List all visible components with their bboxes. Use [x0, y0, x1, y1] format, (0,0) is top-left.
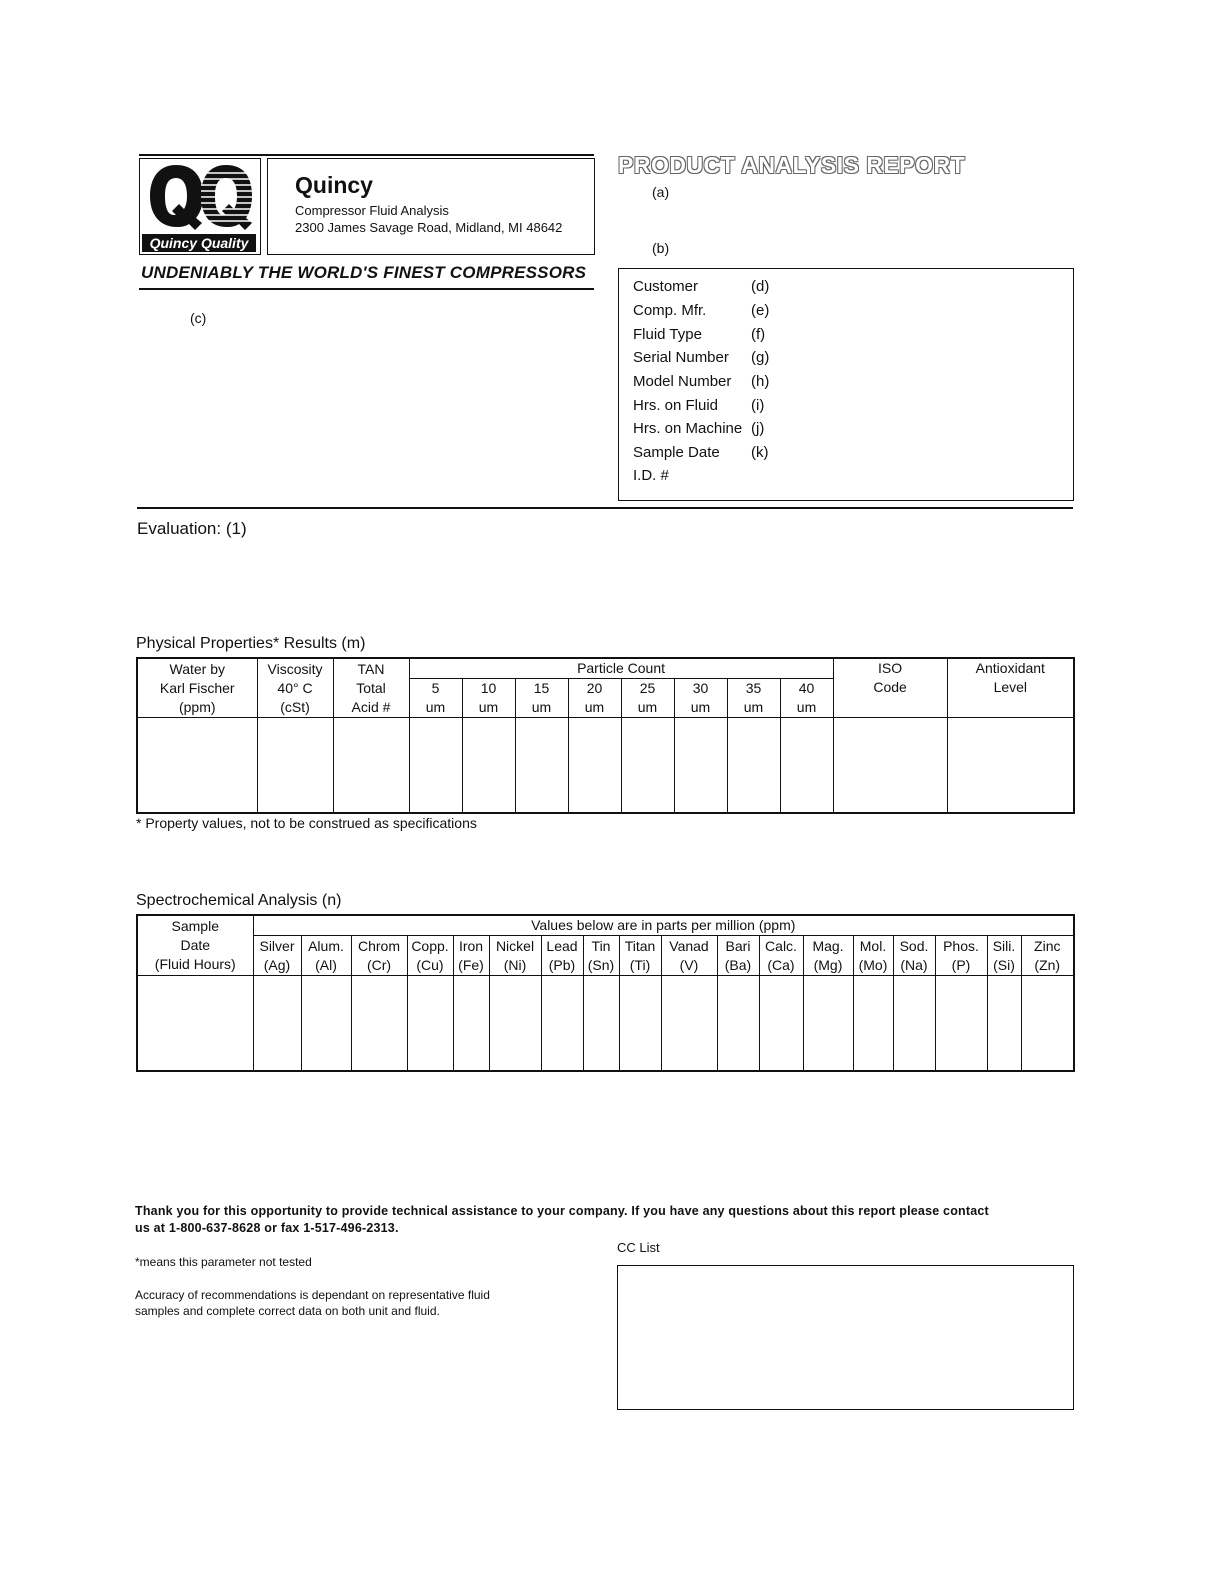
thanks-line-2: us at 1-800-637-8628 or fax 1-517-496-2313.	[135, 1221, 399, 1235]
accuracy-note-line-1: Accuracy of recommendations is dependant on representative fluid	[135, 1288, 490, 1302]
cc-list-box	[617, 1265, 1074, 1410]
report-title: PRODUCT ANALYSIS REPORT	[618, 152, 966, 178]
viscosity-value-cell	[257, 718, 333, 813]
physical-results-row	[137, 718, 1074, 813]
evaluation-label: Evaluation: (1)	[137, 519, 247, 538]
antioxidant-value-cell	[947, 718, 1074, 813]
logo-letters: QQ	[146, 163, 148, 164]
element-nickel-header: Nickel (Ni)	[489, 936, 541, 976]
zn-value-cell	[1021, 976, 1074, 1071]
v-value-cell	[661, 976, 717, 1071]
element-vanadium-header: Vanad (V)	[661, 936, 717, 976]
viscosity-header: Viscosity 40° C (cSt)	[257, 658, 333, 718]
qq-logo-icon	[146, 163, 254, 231]
field-a-label: (a)	[652, 184, 670, 200]
element-tin-header: Tin (Sn)	[583, 936, 619, 976]
field-c-label: (c)	[190, 310, 207, 326]
element-magnesium-header: Mag. (Mg)	[803, 936, 853, 976]
physical-properties-title: Physical Properties* Results (m)	[136, 635, 366, 652]
element-silicon-header: Sili. (Si)	[987, 936, 1021, 976]
particle-size-35: 35 um	[727, 679, 780, 718]
property-footnote: * Property values, not to be construed as specifications	[136, 815, 477, 831]
particle-35-value-cell	[727, 718, 780, 813]
element-phosphorus-header: Phos. (P)	[935, 936, 987, 976]
tagline-rule	[139, 288, 594, 290]
iso-code-value-cell	[833, 718, 947, 813]
water-header: Water by Karl Fischer (ppm)	[137, 658, 257, 718]
info-row-hrs-on-machine: Hrs. on Machine (j)	[633, 420, 765, 437]
spectrochemical-table	[136, 914, 1075, 1072]
pb-value-cell	[541, 976, 583, 1071]
info-row-serial-number: Serial Number (g)	[633, 349, 770, 366]
particle-25-value-cell	[621, 718, 674, 813]
physical-properties-table	[136, 657, 1075, 814]
si-value-cell	[987, 976, 1021, 1071]
element-iron-header: Iron (Fe)	[453, 936, 489, 976]
thanks-line-1: Thank you for this opportunity to provide technical assistance to your company. If you have any questions about this report please contact	[135, 1204, 989, 1218]
not-tested-note: *means this parameter not tested	[135, 1255, 312, 1269]
particle-size-20: 20 um	[568, 679, 621, 718]
element-barium-header: Bari (Ba)	[717, 936, 759, 976]
cc-list-label: CC List	[617, 1240, 660, 1255]
info-row-model-number: Model Number (h)	[633, 373, 770, 390]
particle-size-10: 10 um	[462, 679, 515, 718]
particle-size-40: 40 um	[780, 679, 833, 718]
element-lead-header: Lead (Pb)	[541, 936, 583, 976]
particle-40-value-cell	[780, 718, 833, 813]
element-aluminum-header: Alum. (Al)	[301, 936, 351, 976]
quincy-logo	[139, 158, 261, 255]
accuracy-note-line-2: samples and complete correct data on both unit and fluid.	[135, 1304, 440, 1318]
company-name: Quincy	[295, 172, 373, 198]
element-molybdenum-header: Mol. (Mo)	[853, 936, 893, 976]
mo-value-cell	[853, 976, 893, 1071]
particle-15-value-cell	[515, 718, 568, 813]
info-row-id: I.D. #	[633, 467, 669, 484]
logo-tagline: Quincy Quality	[142, 234, 256, 252]
cu-value-cell	[407, 976, 453, 1071]
company-box	[267, 158, 595, 255]
particle-count-header: Particle Count	[409, 658, 833, 679]
iso-code-header: ISO Code	[833, 658, 947, 718]
ag-value-cell	[253, 976, 301, 1071]
element-zinc-header: Zinc (Zn)	[1021, 936, 1074, 976]
sn-value-cell	[583, 976, 619, 1071]
spectrochemical-title: Spectrochemical Analysis (n)	[136, 892, 342, 909]
info-row-sample-date: Sample Date (k)	[633, 444, 769, 461]
tan-value-cell	[333, 718, 409, 813]
fe-value-cell	[453, 976, 489, 1071]
al-value-cell	[301, 976, 351, 1071]
particle-10-value-cell	[462, 718, 515, 813]
particle-size-25: 25 um	[621, 679, 674, 718]
company-address: 2300 James Savage Road, Midland, MI 48642	[295, 220, 563, 235]
particle-20-value-cell	[568, 718, 621, 813]
sample-info-box	[618, 268, 1074, 501]
element-sodium-header: Sod. (Na)	[893, 936, 935, 976]
element-titanium-header: Titan (Ti)	[619, 936, 661, 976]
ba-value-cell	[717, 976, 759, 1071]
info-row-comp-mfr: Comp. Mfr. (e)	[633, 302, 770, 319]
sample-date-value-cell	[137, 976, 253, 1071]
info-row-customer: Customer (d)	[633, 278, 770, 295]
tan-header: TAN Total Acid #	[333, 658, 409, 718]
element-copper-header: Copp. (Cu)	[407, 936, 453, 976]
na-value-cell	[893, 976, 935, 1071]
particle-size-5: 5 um	[409, 679, 462, 718]
water-value-cell	[137, 718, 257, 813]
element-silver-header: Silver (Ag)	[253, 936, 301, 976]
p-value-cell	[935, 976, 987, 1071]
particle-size-30: 30 um	[674, 679, 727, 718]
mg-value-cell	[803, 976, 853, 1071]
info-row-hrs-on-fluid: Hrs. on Fluid (i)	[633, 397, 765, 414]
sample-date-header: Sample Date (Fluid Hours)	[137, 915, 253, 976]
evaluation-rule	[137, 507, 1073, 509]
particle-30-value-cell	[674, 718, 727, 813]
particle-5-value-cell	[409, 718, 462, 813]
antioxidant-header: Antioxidant Level	[947, 658, 1074, 718]
company-tagline: UNDENIABLY THE WORLD'S FINEST COMPRESSORS	[141, 263, 587, 282]
ca-value-cell	[759, 976, 803, 1071]
ti-value-cell	[619, 976, 661, 1071]
company-subtitle: Compressor Fluid Analysis	[295, 203, 449, 218]
header-top-rule	[139, 154, 594, 156]
element-calcium-header: Calc. (Ca)	[759, 936, 803, 976]
cr-value-cell	[351, 976, 407, 1071]
ppm-values-header: Values below are in parts per million (ppm)	[253, 915, 1074, 936]
info-row-fluid-type: Fluid Type (f)	[633, 326, 766, 343]
element-chromium-header: Chrom (Cr)	[351, 936, 407, 976]
field-b-label: (b)	[652, 240, 670, 256]
spectro-results-row	[137, 976, 1074, 1071]
particle-size-15: 15 um	[515, 679, 568, 718]
ni-value-cell	[489, 976, 541, 1071]
